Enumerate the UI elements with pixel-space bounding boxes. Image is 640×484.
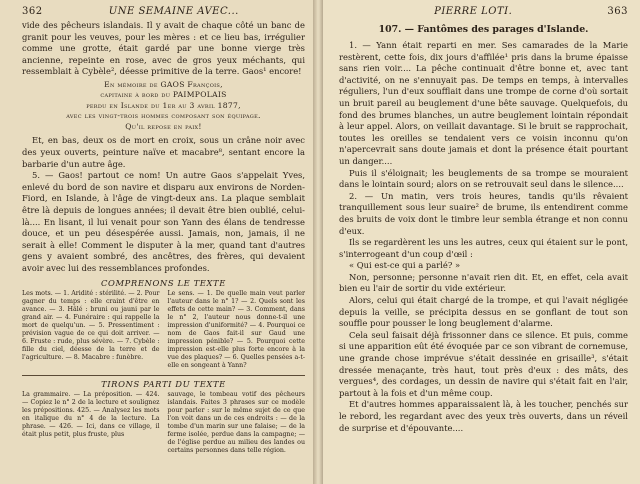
meaning-questions: Le sens. — 1. De quelle main veut parler l'auteur dans le n° 1? — 2. Quels sont les effets de cette main? — 3. Comment, dans le n° 2, l'auteur nous donne-t-il une impression d'uniformité? — 4. Pourquoi ce nom de Gaos fait-il sur Gaud une impression pénible? — 5. Pourquoi cette impression est-elle plus forte encore à la vue des plaques? — 6. Quelles pensées a-t-elle en songeant à Yann?	[167, 289, 305, 370]
phrase-exercises: sauvage, le tombeau votif des pêcheurs islandais. Faites 3 phrases sur ce modèle pour parler : sur le même sujet de ce que l'on voit dans un de ces endroits : — de la tombe d'un marin sur une falaise; — de la ferme isolée, perdue dans la campagne; — de l'église perdue au milieu des landes ou certains personnes dans telle région.	[167, 390, 305, 455]
page-number-left: 362	[22, 6, 43, 17]
running-head-right: PIERRE LOTI.	[434, 6, 513, 17]
paragraph: Alors, celui qui était chargé de la trompe, et qui l'avait négligée depuis la veille, se précipita dessus en se gonflant de tout son souffle pour pousser le long beuglement d'alarme.	[339, 295, 628, 329]
paragraph: Non, personne; personne n'avait rien dit. Et, en effet, cela avait bien eu l'air de sortir du vide extérieur.	[339, 271, 628, 294]
left-running-header	[22, 6, 305, 20]
epitaph-line: En mémoire de GAOS François,	[104, 79, 223, 89]
right-page	[317, 0, 640, 484]
epitaph-line: Qu'il repose en paix!	[125, 121, 202, 131]
epitaph-line: perdu en Islande du 1er au 3 avril 1877,	[86, 100, 241, 110]
vocabulary-notes: Les mots. — 1. Aridité : stérilité. — 2. Pour gagner du temps : elle craint d'être en avance. — 3. Hâlé : bruni ou jauni par le grand air. — 4. Funéraire : qui rappelle la mort de quelqu'un. — 5. Pressentiment : prévision vague de ce qui doit arriver. — 6. Fruste : rude, plus sévère. — 7. Cybèle : fille du ciel, déesse de la terre et de l'agriculture. — 8. Macabre : funèbre.	[22, 289, 160, 362]
paragraph: Puis il s'éloignait; les beuglements de sa trompe se mouraient dans le lointain sourd; alors on se retrouvait seul dans le silence....	[339, 167, 628, 190]
comprehension-notes	[22, 290, 305, 371]
comprehension-title: COMPRENONS LE TEXTE	[101, 277, 226, 288]
exercises-title: TIRONS PARTI DU TEXTE	[101, 378, 226, 389]
epitaph-inscription	[22, 80, 305, 133]
left-page	[0, 0, 317, 484]
divider	[22, 375, 305, 376]
paragraph: vide des pêcheurs islandais. Il y avait de chaque côté un banc de granit pour les veuves, pour les mères : et ce lieu bas, irrégulier comme une grotte, était gardé par une bonne vierge très ancienne, repeinte en rose, avec de gros yeux méchants, qui ressemblait à Cybèle², déesse primitive de la terre. Gaos¹ encore!	[22, 20, 305, 77]
section-title: 107. — Fantômes des parages d'Islande.	[378, 24, 589, 35]
running-head-left: UNE SEMAINE AVEC...	[108, 6, 239, 17]
paragraph: Et, en bas, deux os de mort en croix, sous un crâne noir avec des yeux ouverts, peinture naïve et macabre⁸, sentant encore la barbarie d'un autre âge.	[22, 135, 305, 169]
page-number-right: 363	[607, 6, 628, 17]
epitaph-line: capitaine à bord du PAIMPOLAIS	[100, 90, 227, 100]
book-gutter	[313, 0, 323, 484]
paragraph: 2. — Un matin, vers trois heures, tandis qu'ils rêvaient tranquillement sous leur suaire² de brume, ils entendirent comme des bruits de voix dont le timbre leur sembla étrange et non connu d'eux.	[339, 190, 628, 236]
paragraph: Cela seul faisait déjà frissonner dans ce silence. Et puis, comme si une apparition eût été évoquée par ce son vibrant de cornemuse, une grande chose imprévue s'était dessinée en grisaille³, s'était dressée menaçante, très haut, tout près d'eux : des mâts, des vergues⁴, des cordages, un dessin de navire qui s'était fait en l'air, partout à la fois et d'un même coup.	[339, 329, 628, 398]
paragraph: Ils se regardèrent les uns les autres, ceux qui étaient sur le pont, s'interrogeant d'un coup d'œil :	[339, 237, 628, 259]
epitaph-line: avec les vingt-trois hommes composant son équipage.	[66, 111, 261, 121]
grammar-exercises: La grammaire. — La préposition. — 424. — Copiez le n° 2 de la lecture et soulignez les prépositions. 425. — Analysez les mots en italique du n° 4 de la lecture. La phrase. — 426. — Ici, dans ce village, il était plus petit, plus fruste, plus	[22, 390, 160, 438]
exercises	[22, 391, 305, 456]
paragraph: 1. — Yann était reparti en mer. Ses camarades de la Marie restèrent, cette fois, dix jours d'affilée¹ pris dans la brume épaisse sans rien voir.... La pêche continuait d'être bonne et, avec tant d'activité, on ne s'ennuyait pas. De temps en temps, à intervalles réguliers, l'un d'eux soufflait dans une trompe de corne d'où sortait un bruit pareil au beuglement d'une bête sauvage. Quelquefois, du fond des brumes blanches, un autre beuglement lointain répondait à leur appel. Alors, on veillait davantage. Si le bruit se rapprochait, toutes les oreilles se tendaient vers ce voisin inconnu qu'on n'apercevrait sans doute jamais et dont la présence était pourtant un danger....	[339, 40, 628, 166]
right-running-header	[339, 6, 628, 20]
paragraph: Et d'autres hommes apparaissaient là, à les toucher, penchés sur le rebord, les regardant avec des yeux très ouverts, dans un réveil de surprise et d'épouvante....	[339, 399, 628, 433]
paragraph: « Qui est-ce qui a parlé? »	[349, 260, 461, 271]
paragraph: 5. — Gaos! partout ce nom! Un autre Gaos s'appelait Yves, enlevé du bord de son navire et disparu aux environs de Norden-Fiord, en Islande, à l'âge de vingt-deux ans. La plaque semblait être là depuis de longues années; il devait être bien oublié, celui-là.... En lisant, il lui venait pour son Yann des élans de tendresse douce, et un peu désespérée aussi. Jamais, non, jamais, il ne serait à elle! Comment le disputer à la mer, quand tant d'autres gens y avaient sombré, des ancêtres, des frères, qui devaient avoir avec lui des ressemblances profondes.	[22, 170, 305, 273]
